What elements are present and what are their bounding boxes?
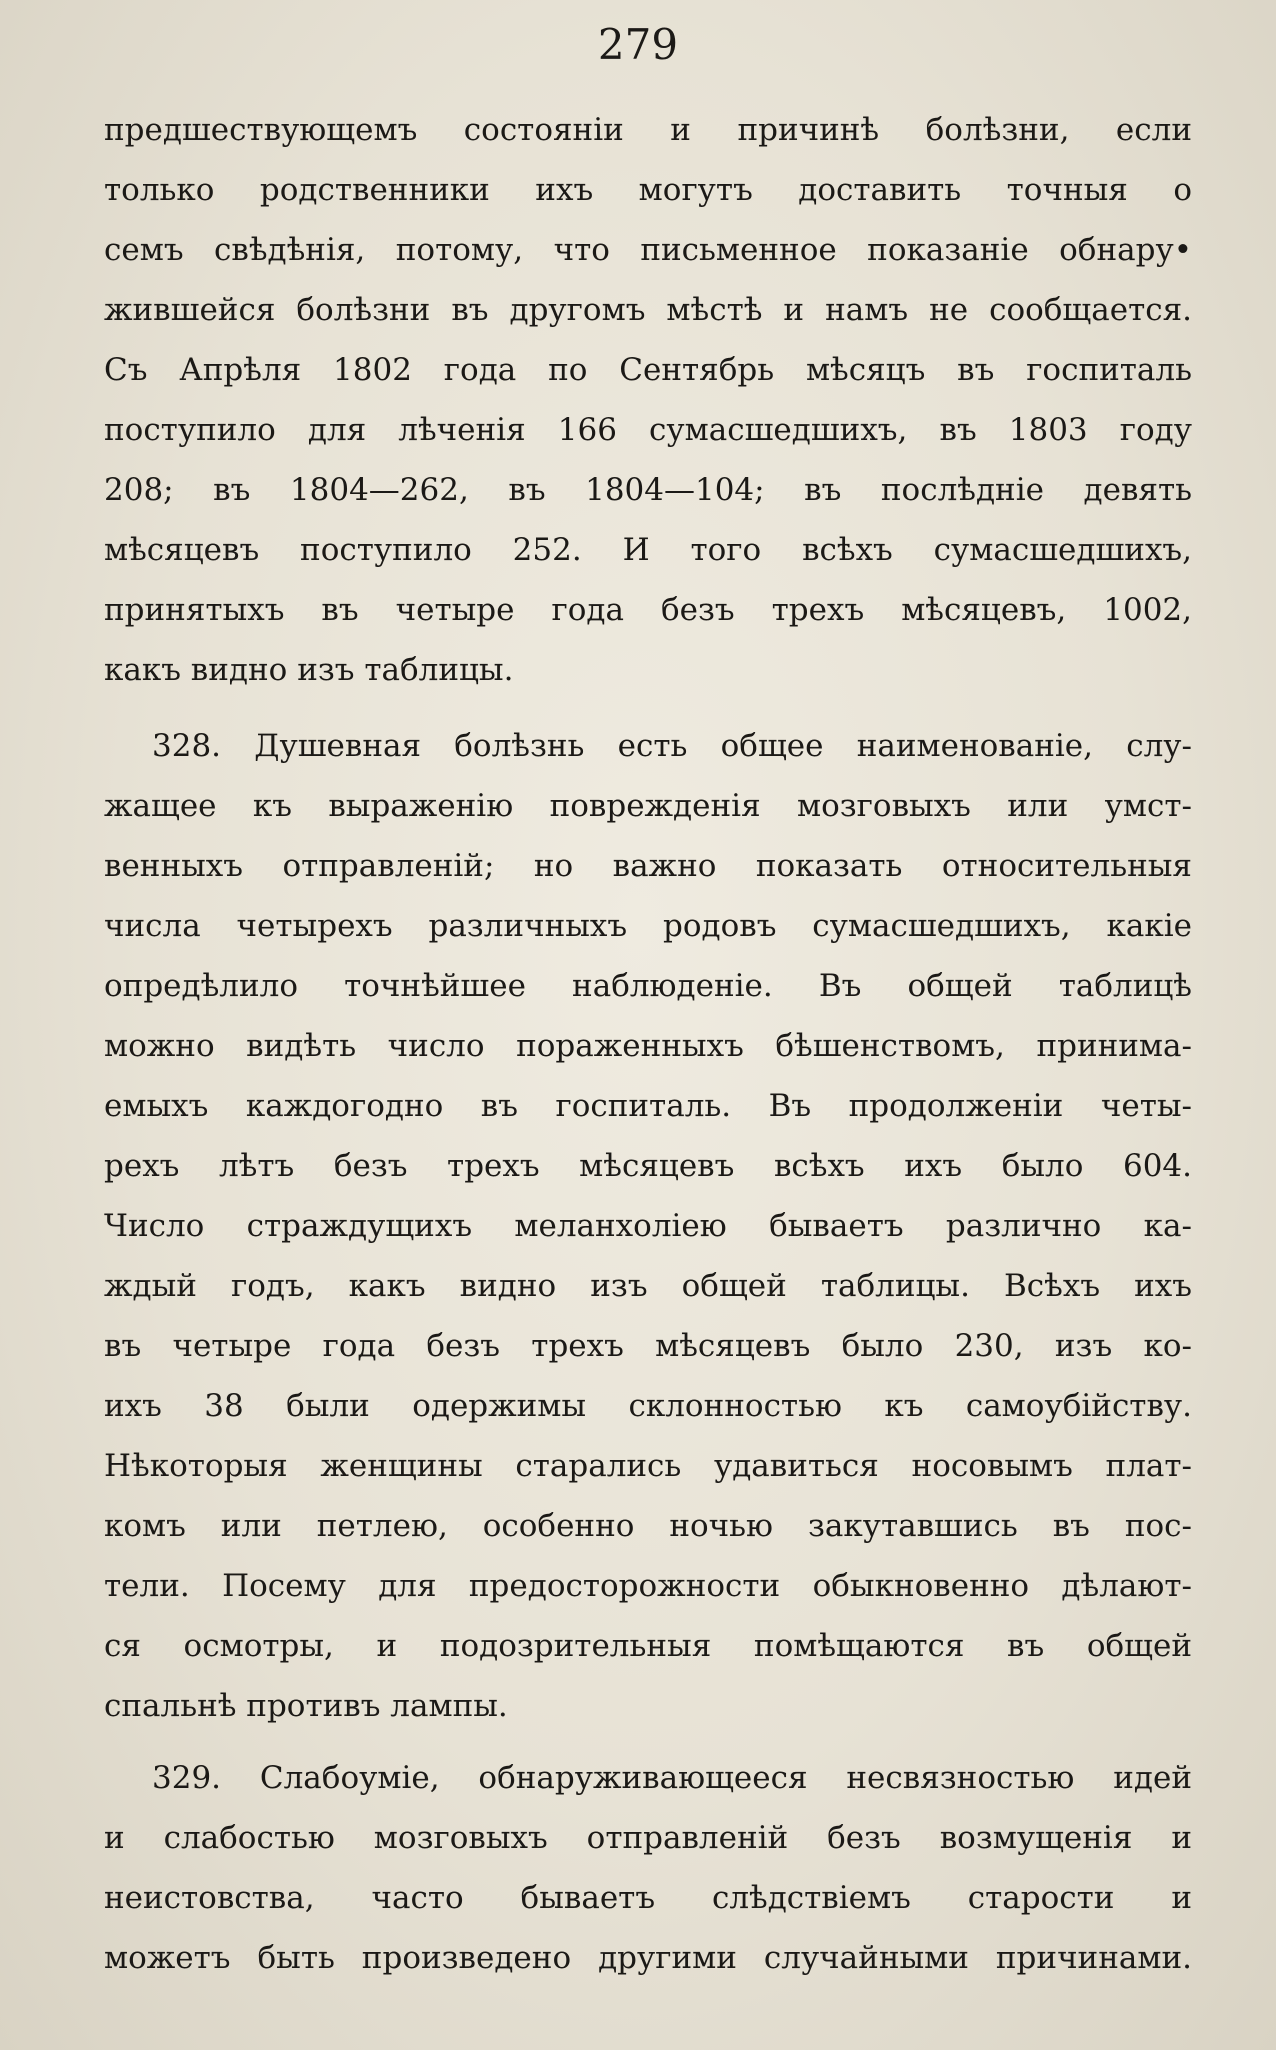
text-line: 329. Слабоуміе, обнаруживающееся несвязностью идей (152, 1760, 1192, 1796)
text-line: числа четырехъ различныхъ родовъ сумасшедшихъ, какіе (104, 908, 1192, 944)
text-line: ихъ 38 были одержимы склонностью къ самоубійству. (104, 1388, 1192, 1424)
text-line: Число страждущихъ меланхоліею бываетъ различно ка- (104, 1208, 1192, 1244)
text-line: неистовства, часто бываетъ слѣдствіемъ старости и (104, 1880, 1192, 1916)
text-line: тели. Посему для предосторожности обыкновенно дѣлают- (104, 1568, 1192, 1604)
paragraph (104, 100, 1192, 700)
text-line: опредѣлило точнѣйшее наблюденіе. Въ общей таблицѣ (104, 968, 1192, 1004)
text-line: ждый годъ, какъ видно изъ общей таблицы. Всѣхъ ихъ (104, 1268, 1192, 1304)
text-line: венныхъ отправленій; но важно показать относительныя (104, 848, 1192, 884)
text-line: предшествующемъ состояніи и причинѣ болѣзни, если (104, 112, 1192, 148)
text-line: только родственники ихъ могутъ доставить точныя о (104, 172, 1192, 208)
text-line: емыхъ каждогодно въ госпиталь. Въ продолженіи четы- (104, 1088, 1192, 1124)
text-line: принятыхъ въ четыре года безъ трехъ мѣсяцевъ, 1002, (104, 592, 1192, 628)
text-line: спальнѣ противъ лампы. (104, 1688, 508, 1724)
text-line: Нѣкоторыя женщины старались удавиться носовымъ плат- (104, 1448, 1192, 1484)
text-line: жащее къ выраженію поврежденія мозговыхъ или умст- (104, 788, 1192, 824)
text-line: 208; въ 1804—262, въ 1804—104; въ послѣдніе девять (104, 472, 1192, 508)
text-line: какъ видно изъ таблицы. (104, 652, 514, 688)
text-line: жившейся болѣзни въ другомъ мѣстѣ и намъ не сообщается. (104, 292, 1192, 328)
text-line: поступило для лѣченія 166 сумасшедшихъ, въ 1803 году (104, 412, 1192, 448)
text-line: ся осмотры, и подозрительныя помѣщаются въ общей (104, 1628, 1192, 1664)
paragraph (104, 1748, 1192, 1988)
text-line: можно видѣть число пораженныхъ бѣшенствомъ, принима- (104, 1028, 1192, 1064)
page-number: 279 (597, 20, 679, 69)
text-line: комъ или петлею, особенно ночью закутавшись въ пос- (104, 1508, 1192, 1544)
text-line: 328. Душевная болѣзнь есть общее наименованіе, слу- (152, 728, 1192, 764)
text-line: можетъ быть произведено другими случайными причинами. (104, 1940, 1192, 1976)
text-line: семъ свѣдѣнія, потому, что письменное показаніе обнару• (104, 232, 1192, 268)
paragraph (104, 716, 1192, 1736)
text-line: въ четыре года безъ трехъ мѣсяцевъ было 230, изъ ко- (104, 1328, 1192, 1364)
text-line: и слабостью мозговыхъ отправленій безъ возмущенія и (104, 1820, 1192, 1856)
text-line: мѣсяцевъ поступило 252. И того всѣхъ сумасшедшихъ, (104, 532, 1192, 568)
text-line: рехъ лѣтъ безъ трехъ мѣсяцевъ всѣхъ ихъ было 604. (104, 1148, 1192, 1184)
text-line: Съ Апрѣля 1802 года по Сентябрь мѣсяцъ въ госпиталь (104, 352, 1192, 388)
